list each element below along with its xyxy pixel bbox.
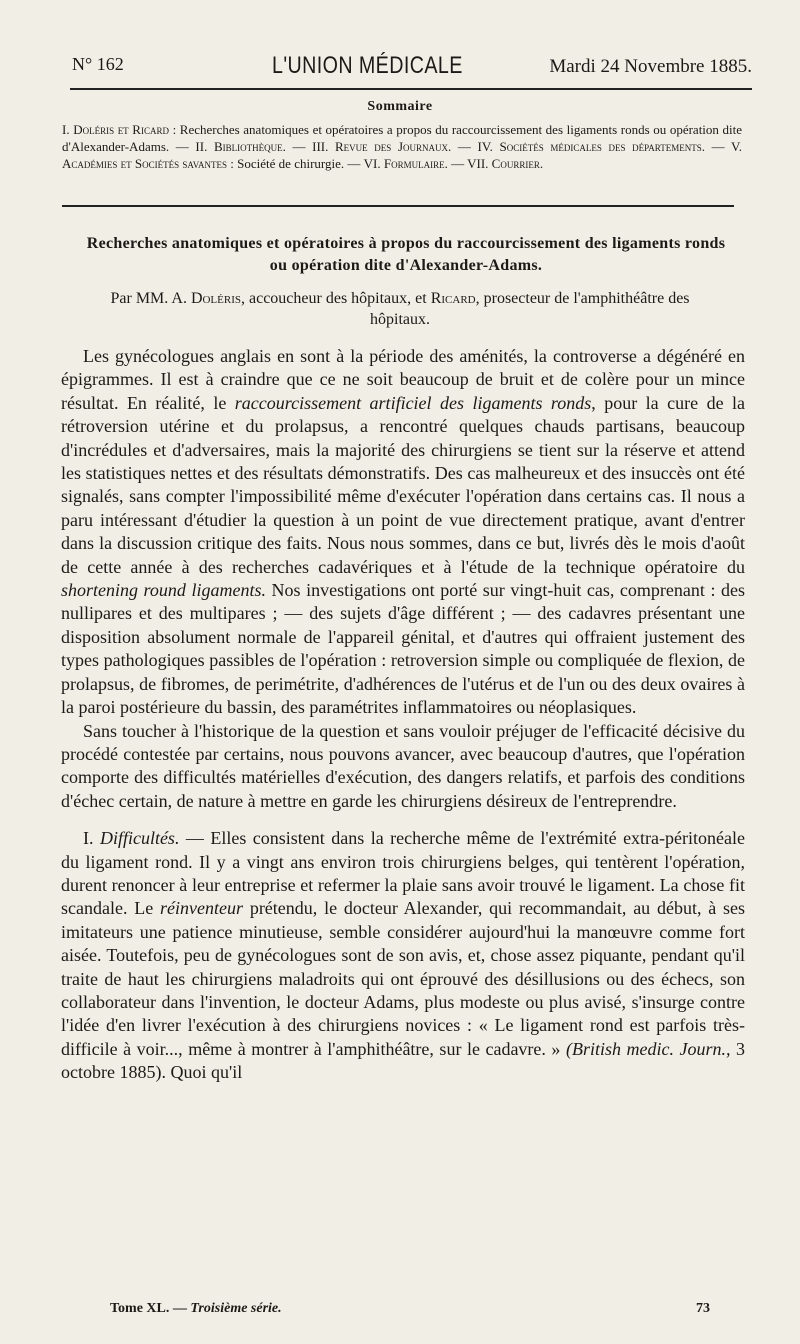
summary-item-number: I.	[62, 122, 70, 137]
running-header	[70, 52, 752, 84]
section-number: I.	[83, 828, 94, 849]
author-doleris-role: , accoucheur des hôpitaux, et	[241, 290, 427, 307]
difficultes-text-a: — Elles consistent dans la recherche même de l'extrémité extra-péritonéale du ligament rond. Il y a vingt ans environ trois chirurgiens belges, qui tentèrent l'opération, durent renoncer à leur entreprise et refermer la plaie sans avoir trouvé le ligament. La chose fit scandale. Le	[61, 828, 745, 919]
issue-number: N° 162	[72, 54, 124, 74]
authors-prefix: Par MM. A.	[110, 290, 187, 307]
emphasis-reinventeur: réinventeur	[160, 898, 244, 919]
summary-item-formulaire: VI. Formulaire.	[363, 155, 448, 171]
summary-item-societes: — IV. Sociétés médicales des départements.	[457, 138, 705, 154]
article-title: Recherches anatomiques et opératoires à propos du raccourcissement des ligaments ronds ou opération dite d'Alexander-Adams.	[86, 235, 726, 274]
summary-item-academies: — V. Académies et Sociétés savantes	[62, 138, 743, 171]
paragraph-difficultes	[61, 827, 745, 1084]
author-doleris: Doléris	[190, 290, 241, 307]
footer-series: Troisième série.	[190, 1301, 282, 1316]
paragraph-sans-toucher: Sans toucher à l'historique de la question et sans vouloir préjuger de l'efficacité décisive du procédé contestée par certains, nous pouvons avancer, avec beaucoup d'autres, que l'opération comporte des difficultés matérielles d'exécution, des dangers relatifs, et parfois des conditions d'échec certain, de nature à mettre en garde les chirurgiens désireux de l'entreprendre.	[61, 720, 745, 811]
difficultes-text-b: prétendu, le docteur Alexander, qui recommandait, au début, à ses imitateurs une patience minutieuse, semble considérer aujourd'hui la manœuvre comme fort aisée. Toutefois, peu de gynécologues sont de son avis, et, chose assez piquante, pendant qu'il traite de haut les chirurgiens maladroits qui ont éprouvé des désillusions ou des échecs, son collaborateur dans l'invention, le docteur Adams, plus modeste ou plus avisé, s'insurge contre l'idée d'en livrer l'exécution à des chirurgiens novices : « Le ligament rond est parfois très-difficile à voir..., même à montrer à l'amphithéâtre, sur le cadavre. »	[61, 898, 746, 1059]
page-footer	[110, 1301, 710, 1317]
difficultes-text-c: 3 octobre 1885). Quoi qu'il	[61, 1038, 746, 1083]
citation-british-medic: (British medic. Journ.,	[565, 1038, 731, 1059]
article-authors	[100, 288, 700, 330]
intro-emphasis-raccourcissement: raccourcissement artificiel des ligaments ronds	[234, 392, 592, 413]
summary-title: Sommaire	[367, 99, 433, 114]
intro-text-b: , pour la cure de la rétroversion utérine et du prolapsus, a rencontré quelques chauds partisans, beaucoup d'incrédules et d'adversaires, mais la majorité des chirurgiens se tient sur la réserve et attend les statistiques nettes et des résultats démonstratifs. Des cas malheureux et des insuccès ont été signalés, sans compter l'impossibilité même d'exécuter l'opération dans certains cas. Il nous a paru intéressant d'étudier la question à un point de vue directement pratique, avant d'entrer dans la discussion critique des faits. Nous nous sommes, dans ce but, livrés dès le mois d'août de cette année à des recherches cadavériques et à l'étude de la technique opératoire du	[61, 392, 746, 577]
author-ricard: Ricard	[430, 290, 476, 307]
paragraph-intro	[61, 345, 745, 720]
summary-item-bibliotheque: II. Bibliothèque.	[195, 138, 286, 154]
page-number: 73	[696, 1301, 710, 1316]
intro-emphasis-shortening: shortening round ligaments.	[61, 580, 266, 601]
header-rule	[70, 88, 752, 90]
summary-item-academies-tail: : Société de chirurgie. —	[230, 155, 361, 171]
author-ricard-role: , prosecteur de l'amphithéâtre des hôpitaux.	[370, 290, 690, 328]
summary-item-revue: — III. Revue des Journaux.	[292, 138, 452, 154]
issue-date: Mardi 24 Novembre 1885.	[549, 56, 752, 77]
summary-contents	[62, 122, 742, 172]
article-body	[61, 345, 745, 1085]
intro-text-c: Nos investigations ont porté sur vingt-huit cas, comprenant : des nullipares et des multipares ; — des sujets d'âge différent ; — des cadavres présentant une disposition absolument normale de l'appareil génital, et d'autres qui offraient justement des types pathologiques passibles de l'opération : retroversion simple ou compliquée de flexion, de prolapsus, de fibromes, de perimétrite, d'adhérences de l'utérus et de l'un ou des deux ovaires à la paroi postérieure du bassin, des paramétrites inflammatoires ou néoplasiques.	[61, 580, 746, 718]
summary-item-authors: Doléris et Ricard	[73, 122, 169, 137]
footer-volume: Tome XL. —	[110, 1301, 187, 1316]
section-heading-difficultes: Difficultés.	[99, 828, 180, 849]
intro-text-a: Les gynécologues anglais en sont à la période des aménités, la controverse a dégénéré en épigrammes. Il est à craindre que ce ne soit beaucoup de bruit et de colère pour un mince résultat. En réalité, le	[61, 346, 745, 413]
summary-item-text: : Recherches anatomiques et opératoires a propos du raccourcissement des ligaments ronds ou opération dite d'Alexander-Adams. —	[62, 122, 743, 154]
summary-rule	[62, 205, 734, 207]
journal-title: L'UNION MÉDICALE	[272, 52, 463, 79]
summary-item-courrier: — VII. Courrier.	[451, 155, 544, 171]
